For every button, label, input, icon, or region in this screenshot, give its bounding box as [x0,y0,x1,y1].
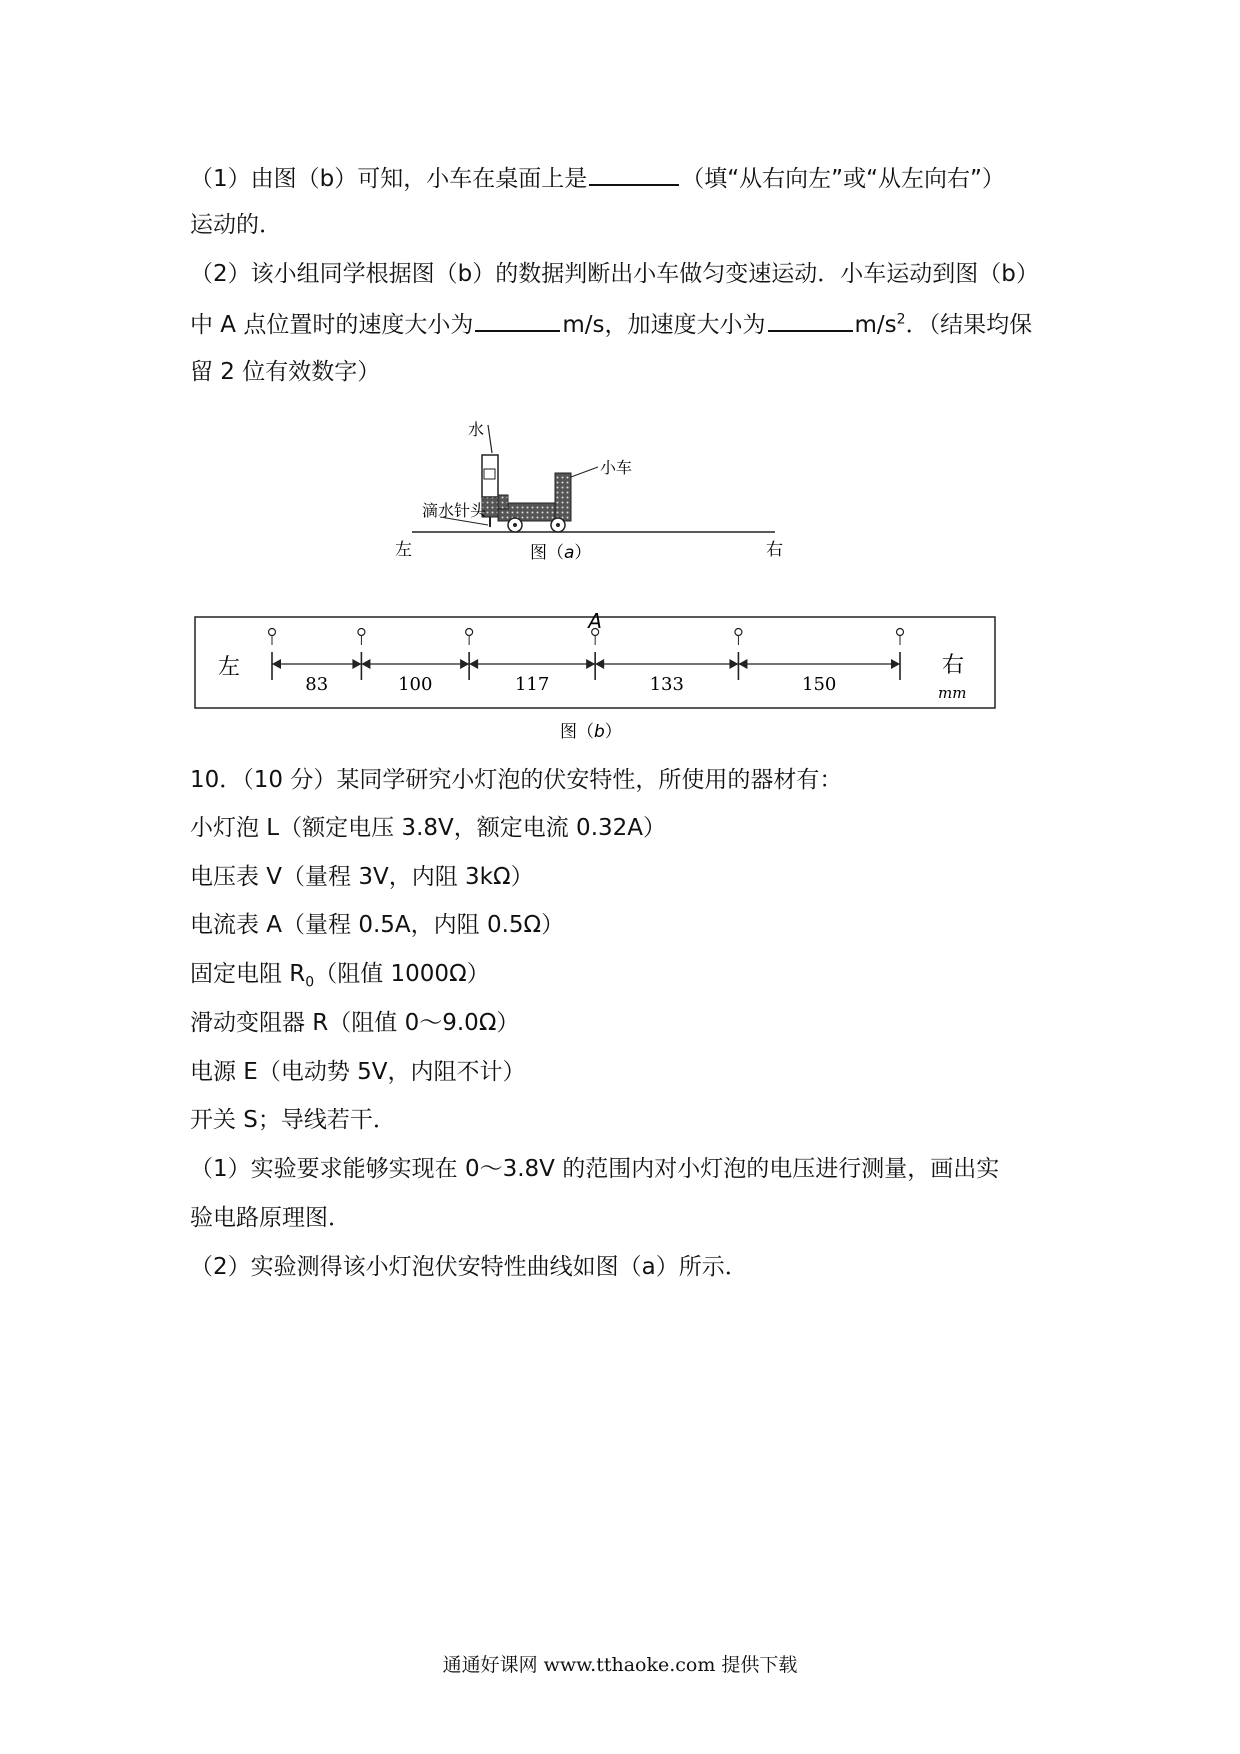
q9-part1-text-c: 运动的． [190,212,282,238]
label-right-a: 右 [766,540,783,560]
q10-item-switch: 开关 S；导线若干． [190,1107,396,1133]
q9-part2-line3 [190,357,1070,387]
q9-part1-text-a: （1）由图（b）可知，小车在桌面上是 [190,166,588,192]
q10-item-ammeter: 电流表 A（量程 0.5A，内阻 0.5Ω） [190,912,565,938]
q9-part1-line1 [190,162,1070,194]
q10-part2: （2）实验测得该小灯泡伏安特性曲线如图（a）所示． [190,1254,748,1280]
label-needle: 滴水针头 [422,501,487,520]
q9-part2-text-a: （2）该小组同学根据图（b）的数据判断出小车做匀变速运动．小车运动到图（b） [190,261,1039,287]
answer-blank-velocity [475,308,560,332]
label-water: 水 [468,420,485,439]
q9-part2-line2 [190,308,1070,340]
q10-title: 10．（10 分）某同学研究小灯泡的伏安特性，所使用的器材有： [190,767,843,793]
q9-part2-line1 [190,259,1070,289]
q10-item-fixed-resistor: 固定电阻 $R_0$（阻值 1000Ω） [190,961,490,991]
page-footer: 通通好课网 www.tthaoke.com 提供下载 [442,1654,798,1676]
drop-mark [269,629,276,636]
q9-part2-text-b: 中 A 点位置时的速度大小为 [190,312,474,338]
label-left-b: 左 [218,655,241,680]
label-left-a: 左 [395,540,412,560]
q10-item-power: 电源 E（电动势 5V，内阻不计） [190,1059,526,1085]
segment-length-label: 83 [305,674,329,695]
label-cart: 小车 [600,458,633,477]
drop-mark [358,629,365,636]
caption-a: 图（a） [530,543,592,563]
q10-item-rheostat: 滑动变阻器 R（阻值 0～9.0Ω） [190,1010,520,1036]
q9-part2-text-f: 留 2 位有效数字） [190,359,381,385]
q10-part1-line2: 验电路原理图． [190,1205,351,1231]
figure-b-drip-tape [190,612,1010,742]
segment-length-label: 150 [802,674,837,695]
q9-part2-text-e: ．（结果均保 [905,312,1033,338]
q10-part1-line1: （1）实验要求能够实现在 0～3.8V 的范围内对小灯泡的电压进行测量，画出实 [190,1156,1000,1182]
answer-blank-acceleration [768,308,853,332]
drop-mark [897,629,904,636]
answer-blank-direction [589,162,679,186]
subscript-zero: 0 [305,974,315,991]
segment-length-label: 133 [649,674,684,695]
q10-item-bulb: 小灯泡 L（额定电压 3.8V，额定电流 0.32A） [190,815,667,841]
point-a-label: A [588,612,602,633]
q9-part1-line2 [190,210,1070,240]
q9-part2-text-d: m/s [854,312,897,338]
unit-label: mm [938,684,967,702]
drop-mark [466,629,473,636]
label-right-b: 右 [942,653,965,678]
cart-back-wall [555,473,571,521]
segment-length-label: 117 [514,674,550,695]
caption-b: 图（b） [560,722,622,742]
q9-part1-text-b: （填“从右向左”或“从左向右”） [681,166,1005,192]
figure-a-cart-diagram [390,405,800,575]
segment-length-label: 100 [398,674,433,695]
superscript-two: 2 [896,311,906,328]
drop-mark [735,629,742,636]
q9-part2-text-c: m/s，加速度大小为 [562,312,766,338]
q10-item-voltmeter: 电压表 V（量程 3V，内阻 3kΩ） [190,864,534,890]
